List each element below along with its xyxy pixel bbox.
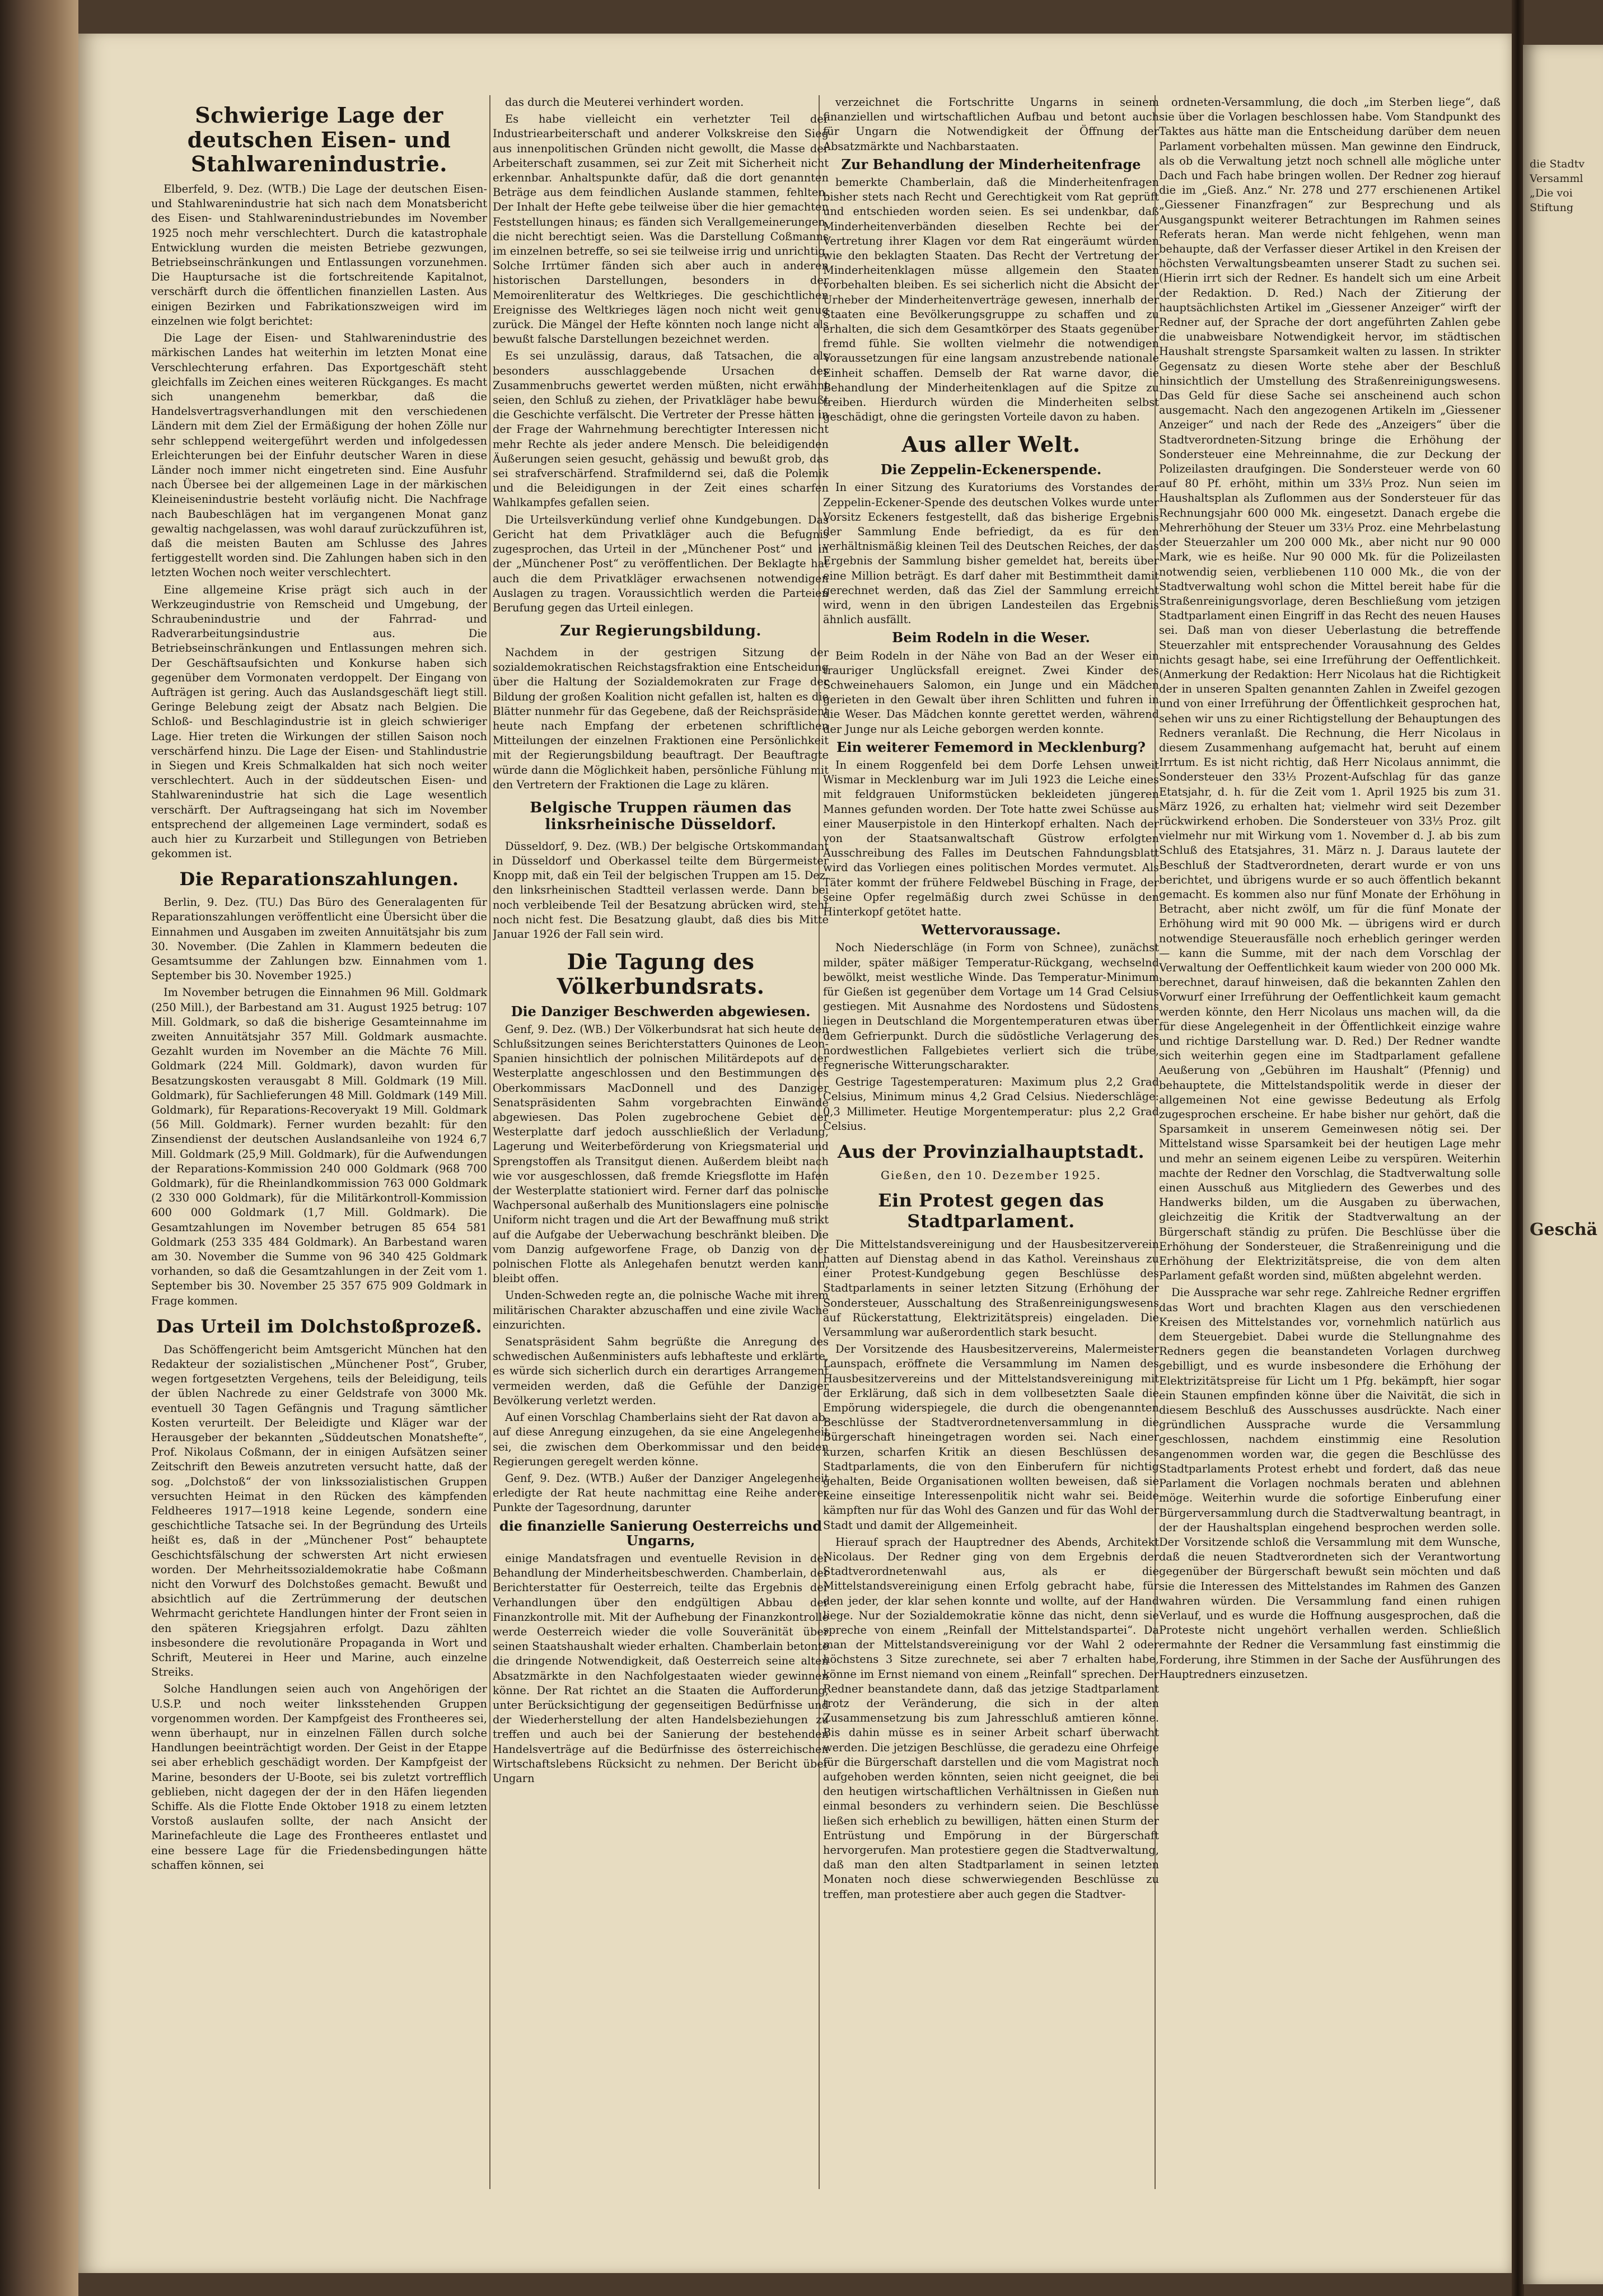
article-paragraph: das durch die Meuterei verhindert worden. xyxy=(505,96,744,109)
article-paragraph: Senatspräsident Sahm begrüßte die Anregung des schwedischen Außenministers aufs lebhafteste und erklärte, es würde sich sicherlich durch ein derartiges Arrangement vermeiden werden, daß die Gefühle der Danziger Bevölkerung verletzt werden. xyxy=(493,1335,829,1407)
article-paragraph: Solche Handlungen seien auch von Angehörigen der U.S.P. und noch weiter linksstehenden Gruppen vorgenommen worden. Der Kampfgeist des Frontheeres sei, wenn überhaupt, nur in einzelnen Fällen durch solche Handlungen beeinträchtigt worden. Der Geist in der Etappe sei aber erheblich geschädigt worden. Der Kampfgeist der Marine, besonders der U-Boote, sei bis zuletzt vortrefflich geblieben, nicht dagegen der der in den Häfen liegenden Schiffe. Als die Flotte Ende Oktober 1918 zu einem letzten Vorstoß auslaufen sollte, der nach Ansicht der Marinefachleute die Lage des Frontheeres entlastet und eine bessere Lage für die Friedensbedingungen hätte schaffen können, sei xyxy=(151,1682,487,1872)
article-paragraph: Genf, 9. Dez. (WTB.) Außer der Danziger Angelegenheit erledigte der Rat heute nachmittag eine Reihe anderer Punkte der Tagesordnung, darunter xyxy=(493,1471,829,1514)
article-paragraph: verzeichnet die Fortschritte Ungarns in seinem finanziellen und wirtschaftlichen Aufbau und betont auch für Ungarn die Notwendigkeit der Öffnung der Absatzmärkte und Nachbarstaaten. xyxy=(823,96,1159,153)
book-gutter xyxy=(1512,0,1524,2296)
subheadline-wetter: Wettervoraussage. xyxy=(921,922,1061,938)
subheadline-femenmord: Ein weiterer Fememord in Mecklenburg? xyxy=(836,738,1146,755)
column-rule xyxy=(489,95,490,2189)
article-paragraph: Der Vorsitzende des Hausbesitzervereins, Malermeister Launspach, eröffnete die Versammlung im Namen des Hausbesitzervereins und der Mittelstandsvereinigung mit der Erklärung, daß sich in dem vollbesetzten Saale die Empörung widerspiegele, die durch die obengenannten Beschlüsse der Stadtverordnetenversammlung in die Bürgerschaft hineingetragen worden sei. Nach einer kurzen, scharfen Kritik an diesen Beschlüssen des Stadtparlaments, die von den Einberufern für nichtig gehalten, Beide Organisationen wollten beweisen, daß sie keine einseitige Interessenpolitik nicht wahr sei. Beide kämpften nur für das Wohl des Ganzen und für das Wohl der Stadt und damit der Allgemeinheit. xyxy=(823,1343,1159,1532)
article-paragraph: Auf einen Vorschlag Chamberlains sieht der Rat davon ab, auf diese Anregung einzugehen, da sie eine Angelegenheit sei, die zwischen dem Oberkommissar und den beiden Regierungen geregelt werden könne. xyxy=(493,1411,829,1468)
subheadline-rodeln: Beim Rodeln in die Weser. xyxy=(892,629,1090,646)
headline-voelkerbundsrat: Die Tagung des Völkerbundsrats. xyxy=(557,949,765,999)
article-paragraph: bemerkte Chamberlain, daß die Minderheitenfragen bisher stets nach Recht und Gerechtigkeit vom Rat geprüft und entschieden worden seien. Es sei undenkbar, daß Minderheitenverbänden dieselben Rechte bei der Vertretung ihrer Klagen vor dem Rat eingeräumt würden wie den beklagten Staaten. Das Recht der Vertretung der Minderheitenklagen müsse allgemein den Staaten vorbehalten bleiben. Es sei sicherlich nicht die Absicht der Urheber der Minderheitenverträge gewesen, innerhalb der Staaten eine Bevölkerungsgruppe zu schaffen und zu erhalten, die sich dem Gesamtkörper des Staats gegenüber fremd fühle. Sie wollten vielmehr die notwendigen Voraussetzungen für eine langsam anzustrebende nationale Einheit schaffen. Demselb der Rat warne davor, die Behandlung der Minderheitenklagen auf die Spitze zu treiben. Hierdurch würden die Minderheiten selbst geschädigt, ohne die geringsten Vorteile davon zu haben. xyxy=(823,176,1159,424)
dateline: Gießen, den 10. Dezember 1925. xyxy=(880,1168,1102,1182)
article-paragraph: Das Schöffengericht beim Amtsgericht München hat den Redakteur der sozialistischen „Münchener Post“, Gruber, wegen fortgesetzten Vergehens, teils der Beleidigung, teils der üblen Nachrede zu einer Geldstrafe von 3000 Mk. eventuell 30 Tagen Gefängnis und Tragung sämtlicher Kosten verurteilt. Der Beleidigte und Kläger war der Herausgeber der bekannten „Süddeutschen Monatshefte“, Prof. Nikolaus Coßmann, der in einigen Aufsätzen seiner Zeitschrift den Beweis anzutreten versucht hatte, daß der sog. „Dolchstoß“ der von linkssozialistischen Gruppen versuchten Heimat in den Rücken des kämpfenden Feldheeres 1917—1918 keine Legende, sondern eine geschichtliche Tatsache sei. In der Begründung des Urteils heißt es, daß in der „Münchener Post“ behauptete Geschichtsfälschung der schwersten Art nicht erwiesen worden. Der Mehrheitssozialdemokratie habe Coßmann nicht den Vorwurf des Dolchstoßes gemacht. Bewußt und absichtlich auf die Zertrümmerung der deutschen Wehrmacht gerichtete Handlungen hinter der Front seien in den späteren Kriegsjahren erfolgt. Dazu zählten insbesondere die revolutionäre Propaganda in Wort und Schrift, Meuterei in Heer und Marine, auch einzelne Streiks. xyxy=(151,1343,487,1679)
column-1 xyxy=(151,95,487,2189)
subheadline-minderheitenfrage: Zur Behandlung der Minderheitenfrage xyxy=(841,156,1141,172)
fragment-line: „Die voi xyxy=(1530,187,1573,199)
article-paragraph: Berlin, 9. Dez. (TU.) Das Büro des Generalagenten für Reparationszahlungen veröffentlicht eine Übersicht über die Einnahmen und Ausgaben im zweiten Annuitätsjahr bis zum 30. November. (Die Zahlen in Klammern bedeuten die Gesamtsumme der Zahlungen bzw. Einnahmen vom 1. September bis 30. November 1925.) xyxy=(151,896,487,983)
column-2 xyxy=(493,95,829,2189)
article-paragraph: Im November betrugen die Einnahmen 96 Mill. Goldmark (250 Mill.), der Barbestand am 31. August 1925 betrug: 107 Mill. Goldmark, so daß die bisherige Gesamteinnahme im zweiten Annuitätsjahr 357 Mill. Goldmark ausmachte. Gezahlt wurden im November an die Mächte 76 Mill. Goldmark (224 Mill. Goldmark), davon wurden für Besatzungskosten verausgabt 8 Mill. Goldmark (19 Mill. Goldmark), für Sachlieferungen 48 Mill. Goldmark (149 Mill. Goldmark), für Reparations-Recoveryakt 19 Mill. Goldmark (56 Mill. Goldmark). Ferner wurden bezahlt: für den Zinsendienst der deutschen Auslandsanleihe von 1924 6,7 Mill. Goldmark (25,9 Mill. Goldmark), für die Aufwendungen der Reparations-Kommission 240 000 Goldmark (968 700 Goldmark), für die Rheinlandkommission 763 000 Goldmark (2 330 000 Goldmark), für die Militärkontroll-Kommission 600 000 Goldmark (1,7 Mill. Goldmark). Die Gesamtzahlungen im November betrugen 85 654 581 Goldmark (253 335 484 Goldmark). An Barbestand waren am 30. November die Summe von 96 340 425 Goldmark vorhanden, so daß die Gesamtzahlungen in der Zeit vom 1. September bis 30. November 25 357 675 909 Goldmark in Frage kommen. xyxy=(151,986,487,1307)
subheadline-danziger: Die Danziger Beschwerden abgewiesen. xyxy=(511,1003,811,1020)
article-paragraph: Düsseldorf, 9. Dez. (WB.) Der belgische Ortskommandant in Düsseldorf und Oberkassel teilte dem Bürgermeister Knopp mit, daß ein Teil der belgischen Truppen am 15. Dez. den linksrheinischen Stadtteil verlassen werde. Dann bei noch verbleibende Teil der Besatzung abrücken wird, steht noch nicht fest. Die Besatzung glaubt, daß dies bis Mitte Januar 1926 der Fall sein wird. xyxy=(493,839,829,941)
headline-regierungsbildung: Zur Regierungsbildung. xyxy=(560,623,761,640)
column-3 xyxy=(823,95,1159,2189)
article-paragraph: Gestrige Tagestemperaturen: Maximum plus 2,2 Grad Celsius, Minimum minus 4,2 Grad Celsius. Niederschläge: 0,3 Millimeter. Heutige Morgentemperatur: plus 2,2 Grad Celsius. xyxy=(823,1075,1159,1133)
headline-protest: Ein Protest gegen das Stadtparlament. xyxy=(878,1190,1104,1232)
article-paragraph: Nachdem in der gestrigen Sitzung der sozialdemokratischen Reichstagsfraktion eine Entscheidung über die Haltung der Sozialdemokraten zur Frage der Bildung der großen Koalition nicht gefallen ist, halten es die Blätter nunmehr für das Gegebene, daß der Reichspräsident heute nach Empfang der erbetenen schriftlichen Mitteilungen der einzelnen Fraktionen eine Persönlichkeit mit der Regierungsbildung beauftragt. Der Beauftragte würde dann die Möglichkeit haben, persönliche Fühlung mit den Vertretern der Fraktionen die Lage zu klären. xyxy=(493,646,829,791)
article-paragraph: Die Lage der Eisen- und Stahlwarenindustrie des märkischen Landes hat weiterhin im letzten Monat eine Verschlechterung erfahren. Das Exportgeschäft steht gleichfalls im Zeichen eines weiteren Rückganges. Es macht sich unangenehm bemerkbar, daß die Handelsvertragsverhandlungen mit den verschiedenen Ländern mit dem Ziel der Ermäßigung der hohen Zölle nur sehr schleppend weitergeführt werden und infolgedessen Erleichterungen bei der Einfuhr deutscher Waren in diese Länder noch immer nicht eingetreten sind. Eine Ausfuhr nach Übersee bei der allgemeinen Lage in der märkischen Kleineisenindustrie besteht vorläufig nicht. Die Nachfrage nach Baubeschlägen hat im vergangenen Monat ganz gewaltig nachgelassen, was wohl darauf zurückzuführen ist, daß die meisten Bauten am Schlusse des Jahres fertiggestellt worden sind. Die Zahlungen haben sich in den letzten Wochen noch weiter verschlechtert. xyxy=(151,331,487,579)
article-paragraph: Es sei unzulässig, daraus, daß Tatsachen, die als besonders ausschlaggebende Ursachen des Zusammenbruchs gewertet werden müßten, nicht erwähnt seien, den Schluß zu ziehen, der Privatkläger habe bewußt die Geschichte verfälscht. Die Vertreter der Presse hätten in der Frage der Wahrnehmung berechtigter Interessen nicht mehr Rechte als jeder andere Mensch. Die beleidigenden Äußerungen seien gesucht, gehässig und bewußt grob, das sei strafverschärfend. Strafmildernd sei, daß die Polemik und die Beleidigungen in der Zeit eines scharfen Wahlkampfes gefallen seien. xyxy=(493,349,829,509)
book-binding-edge xyxy=(0,0,78,2296)
article-paragraph: Eine allgemeine Krise prägt sich auch in der Werkzeugindustrie von Remscheid und Umgebung, der Schraubenindustrie und der Fahrrad- und Radverarbeitungsindustrie aus. Die Betriebseinschränkungen und Entlassungen mehren sich. Der Geschäftsaufsichten und Konkurse haben sich gegenüber dem Vormonaten verdoppelt. Der Eingang von Aufträgen ist gering. Auch das Auslandsgeschäft liegt still. Geringe Belebung zeigt der Absatz nach Belgien. Die Schloß- und Beschlagindustrie ist in gleich schwieriger Lage. Hier treten die Wirkungen der stillen Saison noch verschärfend hinzu. Die Lage der Eisen- und Stahlindustrie in Siegen und Kreis Schmalkalden hat sich noch weiter verschlechtert. Auch in der süddeutschen Eisen- und Stahlwarenindustrie hat sich die Lage wesentlich verschärft. Der Auftragseingang hat sich im November entsprechend der allgemeinen Lage vermindert, sodaß es auch hier zu Kurzarbeit und Stillegungen von Betrieben gekommen ist. xyxy=(151,583,487,861)
article-paragraph: In einer Sitzung des Kuratoriums des Vorstandes der Zeppelin-Eckener-Spende des deutschen Volkes wurde unter Vorsitz Eckeners festgestellt, daß das bisherige Ergebnis der Sammlung Ende befriedigt, da es für den verhältnismäßig kleinen Teil des Deutschen Reiches, der das Ergebnis der Sammlung bisher gemeldet hat, bereits über eine Million beträgt. Es darf daher mit Bestimmtheit damit gerechnet werden, daß das Ziel der Sammlung erreicht wird, wenn in den übrigen Landesteilen das Ergebnis ähnlich ausfällt. xyxy=(823,481,1159,626)
subheadline-sanierung: die finanzielle Sanierung Oesterreichs und Ungarns, xyxy=(499,1517,822,1549)
subheadline-zeppelin: Die Zeppelin-Eckenerspende. xyxy=(880,461,1102,478)
headline-dolchstossprozess: Das Urteil im Dolchstoßprozeß. xyxy=(156,1315,483,1337)
headline-belgische-truppen: Belgische Truppen räumen das linksrheinische Düsseldorf. xyxy=(530,799,792,833)
headline-eisenindustrie: Schwierige Lage der deutschen Eisen- und Stahlwarenindustrie. xyxy=(187,102,451,177)
article-paragraph: Noch Niederschläge (in Form von Schnee), zunächst milder, später mäßiger Temperatur-Rückgang, wechselnd bewölkt, meist westliche Winde. Das Temperatur-Minimum für Gießen ist gegenüber dem Vortage um 14 Grad Celsius gestiegen. Mit Ausnahme des Nordostens und Südostens liegen in Deutschland die Morgentemperaturen etwas über dem Gefrierpunkt. Durch die südöstliche Verlagerung des nordwestlichen Fallgebietes verliert sich die trübe, regnerische Witterungscharakter. xyxy=(823,941,1159,1072)
article-paragraph: ordneten-Versammlung, die doch „im Sterben liege“, daß sie über die Vorlagen beschlossen habe. Vom Standpunkt des Taktes aus hätte man die Entscheidung darüber dem neuen Parlament vorbehalten müssen. Man gewinne den Eindruck, als ob die Verwaltung jetzt noch schnell alle mögliche unter Dach und Fach habe bringen wollen. Der Redner zog hierauf die im „Gieß. Anz.“ Nr. 278 und 277 erschienenen Artikel „Giessener Finanzfragen“ zur Besprechung und als Ausgangspunkt weiterer Betrachtungen im Rahmen seines Referats heran. Man werde nicht fehlgehen, wenn man behaupte, daß der Verfasser dieser Artikel in den Kreisen der höchsten Verwaltungsbeamten unserer Stadt zu suchen sei. (Hierin irrt sich der Redner. Es handelt sich um eine Arbeit der Redaktion. D. Red.) Nach der Zitierung der hauptsächlichsten Artikel im „Giessener Anzeiger“ wirft der Redner auf, der Sprache der dort angeführten Zahlen gebe die unabweisbare Notwendigkeit hervor, im städtischen Haushalt strengste Sparsamkeit walten zu lassen. In strikter Gegensatz zu diesen Worte stehe aber der Beschluß hinsichtlich der Umstellung des Straßenreinigungswesens. Das Geld für diese Sache sei anscheinend auch schon ausgemacht. Nach den angezogenen Artikeln im „Giessener Anzeiger“ und nach der Rede des „Anzeigers“ über die Stadtverordneten-Sitzung bringe die Erhöhung der Sondersteuer eine Mehreinnahme, die zur Deckung der Polizeilasten draufgingen. Die Sondersteuer werde von 60 auf 80 Pf. erhöht, mithin um 33⅓ Proz. Nun seien im Haushaltsplan als Zuflommen aus der Sondersteuer für das Rechnungsjahr 600 000 Mk. eingesetzt. Danach ergebe die Mehrerhöhung der Steuer um 33⅓ Proz. eine Mehrbelastung der Steuerzahler um 200 000 Mk., aber nicht nur 90 000 Mark, wie es heiße. Nur 90 000 Mk. für die Polizeilasten notwendig seien, verbliebenen 110 000 Mk., die von der Stadtverwaltung wohl schon die Mittel bereit habe für die Straßenreinigungsvorlage, deren Beschließung vom jetzigen Stadtparlament einen Eingriff in das Recht des neuen Hauses sei. Daß man von dieser Ueberlastung die betreffende Steuerzahler mit entsprechender Vorausahnung des Geldes nichts gesagt habe, sei eine Irreführung der Oeffentlichkeit. (Anmerkung der Redaktion: Herr Nicolaus hat die Richtigkeit der in unseren Spalten genannten Zahlen in Zweifel gezogen und von einer Irreführung der Öffentlichkeit gesprochen hat, sehen wir uns zu einer Richtigstellung der Behauptungen des Redners veranlaßt. Die Rechnung, die Herr Nicolaus in diesem Zusammenhang aufgemacht hat, beruht auf einem Irrtum. Es ist nicht richtig, daß Herr Nicolaus annimmt, die Sondersteuer den 33⅓ Prozent-Aufschlag für das ganze Etatsjahr, d. h. für die Zeit vom 1. April 1925 bis zum 31. März 1926, zu erhalten hat; vielmehr wird seit Dezember rückwirkend erhoben. Die Sondersteuer von 33⅓ Proz. gilt vielmehr nur mit Wirkung vom 1. November d. J. ab bis zum Schluß des Etatsjahres, 31. März n. J. Daraus lautete der Beschluß der Stadtverordneten, derart wurde er von uns berichtet, und übrigens wurde er so auch öffentlich bekannt gemacht. Es kommen also nur fünf Monate der Erhöhung in Betracht, aber nicht zwölf, um für die fünf Monate der Erhöhung wird mit 90 000 Mk. — übrigens wird er durch notwendige Steuerausfälle noch erheblich geringer werden — kann die Summe, mit der nach dem Vorschlag der Verwaltung der Oeffentlichkeit kaum wieder von 200 000 Mk. berechnet, darauf hinweisen, daß die bekannten Zahlen den Vorwurf einer Irreführung der Oeffentlichkeit kaum gemacht werden könnte, den Herr Nicolaus uns machen will, da die für diese Angelegenheit in der Öffentlichkeit einzige wahre und richtige Darstellung war. D. Red.) Der Redner wandte sich weiterhin gegen eine im Stadtparlament gefallene Aeußerung von „Gebühren im Haushalt“ (Pfennig) und behauptete, die Mittelstandspolitik werde in dieser der allgemeinen Not eine gewisse Bedeutung als Erfolg zugesprochen erscheine. Er habe bisher nur gehört, daß die Sparsamkeit in unserem Gemeinwesen nötig sei. Der Mittelstand wisse Sparsamkeit bei der heutigen Lage mehr und mehr an seinem eigenen Leibe zu verspüren. Weiterhin machte der Redner den Vorschlag, die Stadtverwaltung solle einen Ausschuß aus Mitgliedern des Gewerbes und des Handwerks bilden, um die Ausgaben zu überwachen, gleichzeitig die Kritik der Stadtverwaltung an der Bürgerschaft ständig zu prüfen. Die Beschlüsse über die Erhöhung der Sondersteuer, die Straßenreinigung und die Erhöhung der Elektrizitätspreise, die von dem alten Parlament gefaßt worden sind, müßten abgelehnt werden. xyxy=(1159,96,1501,1283)
article-paragraph: Die Mittelstandsvereinigung und der Hausbesitzerverein hatten auf Dienstag abend in das Kathol. Vereinshaus zu einer Protest-Kundgebung gegen Beschlüsse des Stadtparlaments in seiner letzten Sitzung (Erhöhung der Sondersteuer, Ausschaltung des Straßenreinigungswesens auf Rückerstattung, Elektrizitätspreis) eingeladen. Die Versammlung war außerordentlich stark besucht. xyxy=(823,1237,1159,1339)
article-paragraph: einige Mandatsfragen und eventuelle Revision in der Behandlung der Minderheitsbeschwerden. Chamberlain, der Berichterstatter für Oesterreich, teilte das Ergebnis der Verhandlungen über den endgültigen Abbau der Finanzkontrolle mit. Mit der Aufhebung der Finanzkontrolle werde Oesterreich wieder die volle Souveränität über seinen Staatshaushalt wieder erhalten. Chamberlain betonte die dringende Notwendigkeit, daß Oesterreich seine alten Absatzmärkte in den Nachfolgestaaten wieder gewinnen könne. Der Rat richtet an die Staaten die Aufforderung, unter Berücksichtigung der gegenseitigen Bedürfnisse und der Wiederherstellung der alten Handelsbeziehungen zu treffen und auch bei der Sanierung der bestehenden Handelsverträge auf die Bedürfnisse des österreichischen Wirtschaftslebens Rücksicht zu nehmen. Der Bericht über Ungarn xyxy=(493,1551,829,1785)
fragment-line: Versamml xyxy=(1530,172,1583,185)
adjacent-page xyxy=(1523,45,1603,2284)
article-paragraph: In einem Roggenfeld bei dem Dorfe Lehsen unweit Wismar in Mecklenburg war im Juli 1923 die Leiche eines mit feldgrauen Uniformstücken bekleideten jüngeren Mannes gefunden worden. Der Tote hatte zwei Schüsse aus einer Mauserpistole in den Hinterkopf erhalten. Nach der von der Staatsanwaltschaft Güstrow erfolgten Ausschreibung des Falles im Deutschen Fahndungsblatt wird das Vorliegen eines politischen Mordes vermutet. Als Täter kommt der frühere Feldwebel Büsching in Frage, der seine Opfer regelmäßig durch zwei Schüsse in den Hinterkopf getötet hatte. xyxy=(823,759,1159,919)
headline-reparationszahlungen: Die Reparationszahlungen. xyxy=(179,868,459,890)
article-paragraph: Genf, 9. Dez. (WB.) Der Völkerbundsrat hat sich heute den Schlußsitzungen seines Berichterstatters Quinones de Leon-Spanien hinsichtlich der polnischen Militärdepots auf der Westerplatte angeschlossen und den Bestimmungen des Oberkommissars MacDonnell und des Danziger Senatspräsidenten Sahm vorgebrachten Einwände abgewiesen. Das Polen zugebrochene Gebiet der Westerplatte darf jedoch ausschließlich der Verladung, Lagerung und Weiterbeförderung von Kriegsmaterial und Sprengstoffen als Transitgut dienen. Außerdem bleibt nach wie vor ausgeschlossen, daß fremde Kriegsflotte im Hafen der Westerplatte stationiert wird. Ferner darf das polnische Wachpersonal außerhalb des Munitionslagers eine polnische Uniform nicht tragen und die Art der Bewaffnung muß strikt auf die Aufgabe der Ueberwachung beschränkt bleiben. Die vom Danzig aufgeworfene Frage, ob Danzig von der polnischen Flotte als Anlegehafen benutzt werden kann, bleibt offen. xyxy=(493,1022,829,1285)
article-paragraph: Es habe vielleicht ein verhetzter Teil der Industriearbeiterschaft und anderer Volkskreise den Sieg aus innenpolitischen Gründen nicht gewollt, die Masse der Arbeiterschaft zusammen, sei zur Zeit mit Sicherheit nicht erkennbar. Anhaltspunkte dafür, daß die dort genannten Beträge aus dem feindlichen Auslande stammen, fehlten. Der Inhalt der Hefte gebe teilweise über die hier gemachten Feststellungen hinaus; es fänden sich Verallgemeinerungen, die nicht berechtigt seien. Was die Darstellung Coßmanns im einzelnen betreffe, so sei sie teilweise irrig und unrichtig. Solche Irrtümer fänden sich aber auch in anderen historischen Darstellungen, besonders in der Memoirenliteratur des Weltkrieges. Die geschichtlichen Ereignisse des Weltkrieges lägen noch nicht weit genug zurück. Die Mängel der Hefte könnten noch lange nicht als bewußt falsche Darstellungen bezeichnet werden. xyxy=(493,113,829,346)
article-paragraph: Unden-Schweden regte an, die polnische Wache mit ihrem militärischen Charakter abzuschaffen und eine zivile Wache einzurichten. xyxy=(493,1289,829,1331)
fragment-line: Stiftung xyxy=(1530,202,1574,214)
adjacent-page-fragments xyxy=(1530,157,1602,1240)
column-4 xyxy=(1159,95,1501,2189)
article-paragraph: Die Urteilsverkündung verlief ohne Kundgebungen. Das Gericht hat dem Privatkläger auch die Befugnis zugesprochen, das Urteil in der „Münchener Post“ und in der „Münchener Post“ zu veröffentlichen. Der Beklagte hat auch die dem Privatkläger erwachsenen notwendigen Auslagen zu tragen. Voraussichtlich werden die Parteien Berufung gegen das Urteil einlegen. xyxy=(493,513,829,614)
fragment-heading: Geschä xyxy=(1530,1220,1598,1240)
article-paragraph: Elberfeld, 9. Dez. (WTB.) Die Lage der deutschen Eisen- und Stahlwarenindustrie hat sich nach dem Monatsbericht des Eisen- und Stahlwarenindustriebundes im November 1925 noch mehr verschlechtert. Durch die katastrophale Entwicklung wurden die meisten Betriebe gezwungen, Betriebseinschränkungen und Entlassungen vorzunehmen. Die Hauptursache ist die fortschreitende Kapitalnot, verschärft durch die öffentlichen finanziellen Lasten. Aus einigen Bezirken und Fabrikationszweigen wird im einzelnen wie folgt berichtet: xyxy=(151,183,487,328)
headline-provinzialhauptstadt: Aus der Provinzialhauptstadt. xyxy=(837,1141,1145,1163)
article-paragraph: Die Aussprache war sehr rege. Zahlreiche Redner ergriffen das Wort und brachten Klagen aus den verschiedenen Kreisen des Mittelstandes vor, vornehmlich natürlich aus dem Steuergebiet. Dabei wurde die Stellungnahme des Redners gegen die beanstandeten Vorlagen durchweg gebilligt, und es wurde insbesondere die Erhöhung der Elektrizitätspreise für Licht um 1 Pfg. bekämpft, hier sogar ein Staunen empfinden könne über die Naivität, die sich in diesem Beschluß des Ausschusses ausdrückte. Nach einer gründlichen Aussprache wurde die Versammlung geschlossen, nachdem einstimmig eine Resolution angenommen worden war, die gegen die Beschlüsse des Stadtparlaments Protest erhebt und fordert, daß das neue Parlament die Vorlagen nochmals beraten und ablehnen möge. Weiterhin wurde die sofortige Einberufung einer Bürgerversammlung durch die Stadtverwaltung beantragt, in der der Haushaltsplan eingehend besprochen werden solle. Der Vorsitzende schloß die Versammlung mit dem Wunsche, daß die neuen Stadtverordneten sich der Verantwortung gegenüber der Bürgerschaft bewußt sein möchten und daß sie die Interessen des Mittelstandes im Rahmen des Ganzen wahren würden. Die Versammlung fand einen ruhigen Verlauf, und es wurde die Hoffnung ausgesprochen, daß die Proteste nicht ungehört verhallen werden. Schließlich ermahnte der Redner die Versammlung fast einstimmig die Forderung, ihre Stimmen in der Sache der Ausführungen des Hauptredners einzusetzen. xyxy=(1159,1286,1501,1681)
headline-aus-aller-welt: Aus aller Welt. xyxy=(901,432,1081,457)
article-paragraph: Beim Rodeln in der Nähe von Bad an der Weser ein trauriger Unglücksfall ereignet. Zwei Kinder des Schweinehauers Salomon, ein Junge und ein Mädchen gerieten in den Gewalt über ihren Schlitten und fuhren in die Weser. Das Mädchen konnte gerettet werden, während der Junge nur als Leiche geborgen werden konnte. xyxy=(823,649,1159,736)
article-paragraph: Hierauf sprach der Hauptredner des Abends, Architekt Nicolaus. Der Redner ging von dem Ergebnis der Stadtverordnetenwahl aus, als er die Mittelstandsvereinigung einen Erfolg gebracht habe, für den jeder, der klar sehen konnte und wollte, auf der Hand liege. Nur der Sozialdemokratie könne das nicht, denn sie spreche von einem „Reinfall der Mittelstandspartei“. Da man der Mittelstandsvereinigung vor der Wahl 2 oder höchstens 3 Sitze zurechnete, sei aber 7 erhalten habe, könne im Ernst niemand von einem „Reinfall“ sprechen. Der Redner beanstandete dann, daß das jetzige Stadtparlament trotz der Veränderung, die sich in der alten Zusammensetzung bis zum Jahresschluß amtieren könne. Bis dahin müsse es in seiner Arbeit scharf überwacht werden. Die jetzigen Beschlüsse, die geradezu eine Ohrfeige für die Bürgerschaft darstellen und die vom Magistrat noch aufgehoben werden könnten, seien nicht geeignet, die bei den heutigen wirtschaftlichen Verhältnissen in Gießen nun einmal besonders zu verhindern seien. Die Beschlüsse ließen sich erheblich zu bewilligen, hätten einen Sturm der Entrüstung und Empörung in der Bürgerschaft hervorgerufen. Man protestiere gegen die Stadtverwaltung, daß man den alten Stadtparlament in seinen letzten Monaten noch diese schwerwiegenden Beschlüsse zu treffen, man protestiere aber auch gegen die Stadtver- xyxy=(823,1535,1159,1901)
fragment-line: die Stadtv xyxy=(1530,158,1585,170)
